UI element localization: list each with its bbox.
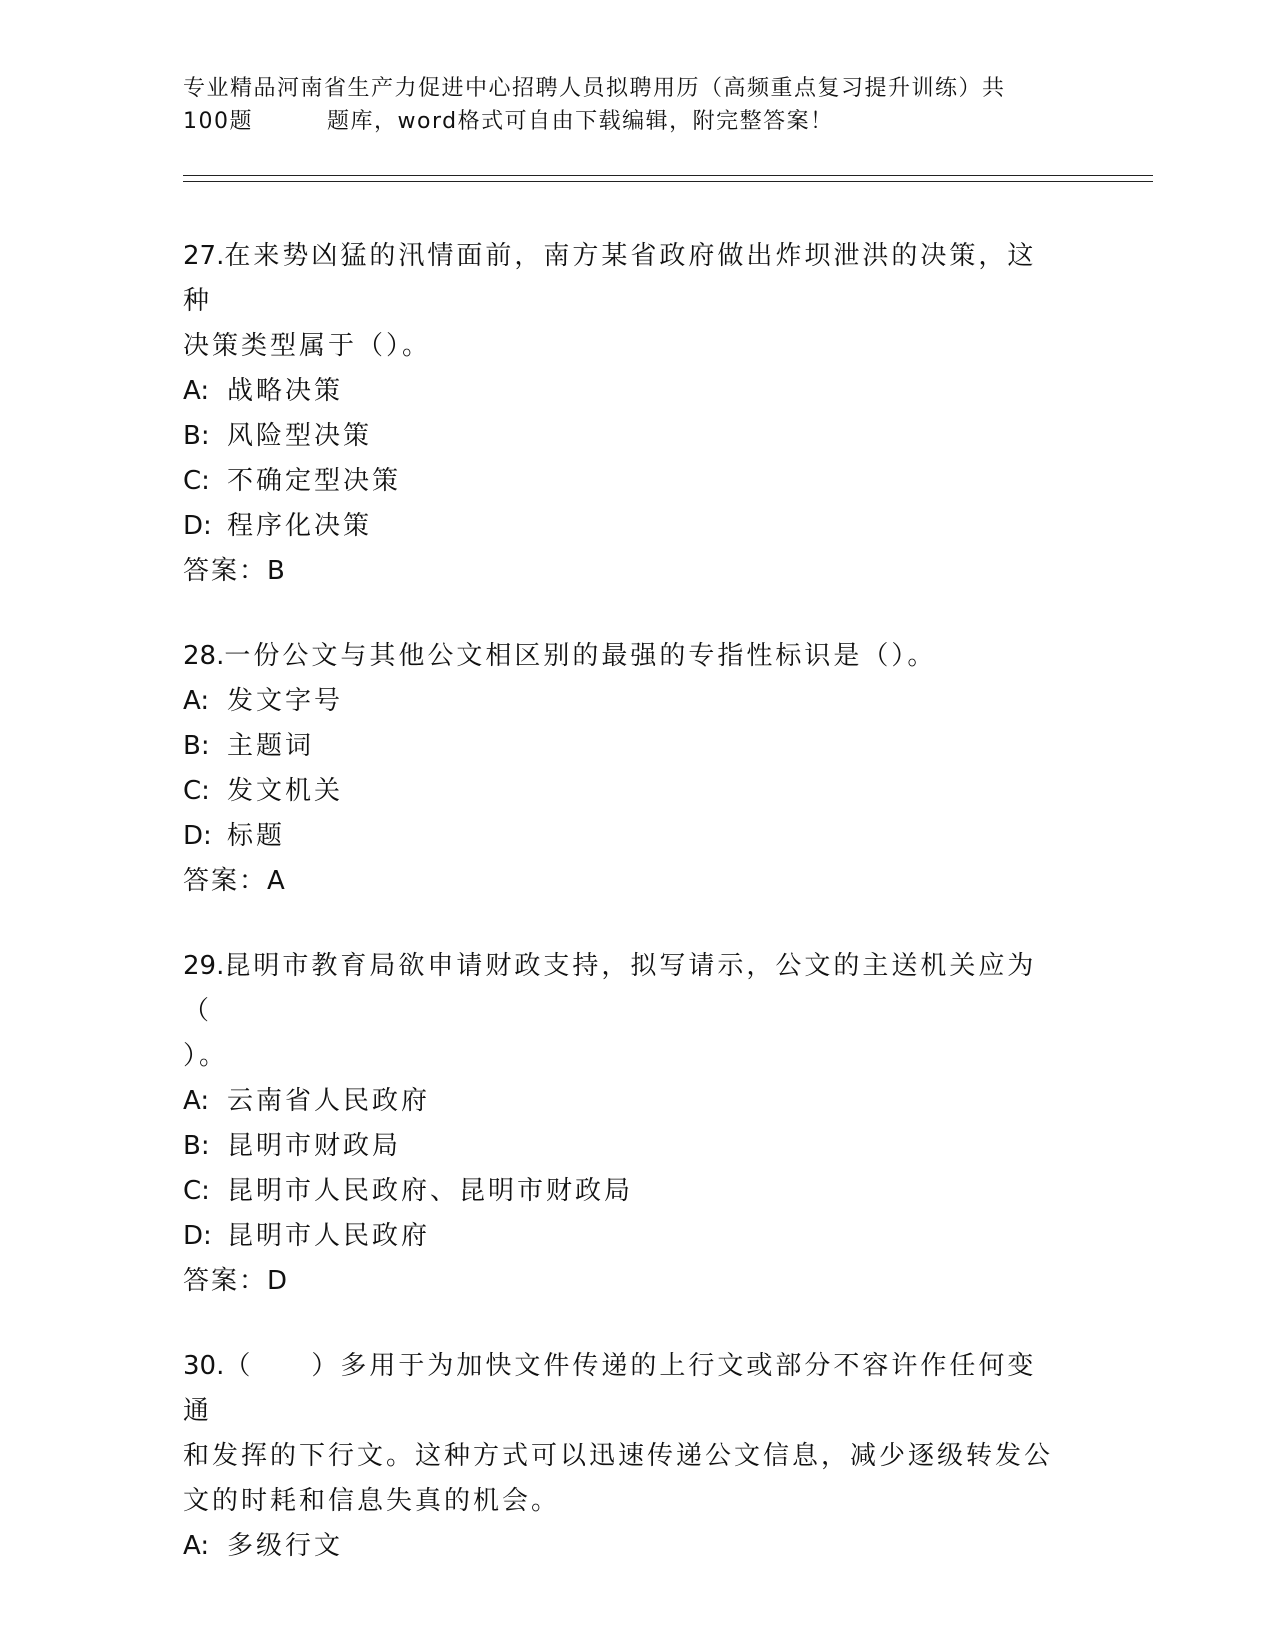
question-text: （ ）多用于为加快文件传递的上行文或部分不容许作任何变通 (183, 1351, 1037, 1426)
question-number: 28. (183, 641, 225, 671)
answer-line: 答案：A (183, 866, 287, 896)
question-stem-continued (183, 1479, 1063, 1524)
option-text: 风险型决策 (227, 421, 373, 451)
option-text: 发文字号 (227, 686, 344, 716)
answer-option (183, 1524, 1063, 1569)
question-stem (183, 944, 1063, 1034)
question-list (183, 234, 1063, 1609)
question-block (183, 944, 1063, 1304)
answer-option (183, 724, 1063, 769)
option-text: 主题词 (227, 731, 315, 761)
question-text: 文的时耗和信息失真的机会。 (183, 1486, 561, 1516)
answer-line: 答案：B (183, 556, 287, 586)
option-text: 昆明市财政局 (227, 1131, 402, 1161)
answer-option (183, 459, 1063, 504)
question-stem-continued (183, 324, 1063, 369)
option-key: A: (183, 1531, 210, 1561)
question-block (183, 634, 1063, 904)
question-block (183, 1344, 1063, 1569)
header-line-2 (183, 105, 1063, 138)
answer-option (183, 1214, 1063, 1259)
question-stem-continued (183, 1434, 1063, 1479)
question-stem (183, 234, 1063, 324)
option-key: C: (183, 1176, 210, 1206)
option-text: 程序化决策 (227, 511, 373, 541)
question-text: 一份公文与其他公文相区别的最强的专指性标识是（）。 (224, 641, 937, 671)
option-text: 发文机关 (227, 776, 344, 806)
option-key: B: (183, 1131, 210, 1161)
answer-option (183, 1124, 1063, 1169)
question-number: 30. (183, 1351, 225, 1381)
header-description: 题库，word格式可自由下载编辑，附完整答案！ (327, 109, 834, 134)
option-text: 昆明市人民政府 (227, 1221, 431, 1251)
question-number: 27. (183, 241, 225, 271)
option-text: 战略决策 (227, 376, 344, 406)
header-divider-bottom (183, 181, 1153, 182)
question-text: ）。 (183, 1041, 229, 1071)
answer-option (183, 679, 1063, 724)
option-key: D: (183, 821, 212, 851)
answer-option (183, 769, 1063, 814)
question-text: 昆明市教育局欲申请财政支持，拟写请示，公文的主送机关应为（ (183, 951, 1037, 1026)
question-stem (183, 1344, 1063, 1434)
option-text: 不确定型决策 (227, 466, 402, 496)
answer-option (183, 1079, 1063, 1124)
answer-option (183, 1169, 1063, 1214)
answer-option (183, 369, 1063, 414)
answer-line: 答案：D (183, 1266, 290, 1296)
option-key: C: (183, 466, 210, 496)
option-text: 标题 (227, 821, 286, 851)
question-text: 在来势凶猛的汛情面前，南方某省政府做出炸坝泄洪的决策，这种 (183, 241, 1037, 316)
option-key: B: (183, 421, 210, 451)
question-text: 决策类型属于（）。 (183, 331, 432, 361)
question-stem-continued (183, 1034, 1063, 1079)
option-key: C: (183, 776, 210, 806)
option-key: D: (183, 1221, 212, 1251)
option-key: A: (183, 686, 210, 716)
question-stem (183, 634, 1063, 679)
header-line-1: 专业精品河南省生产力促进中心招聘人员拟聘用历（高频重点复习提升训练）共 (183, 76, 1006, 101)
option-key: B: (183, 731, 210, 761)
option-text: 昆明市人民政府、昆明市财政局 (227, 1176, 634, 1206)
answer-option (183, 504, 1063, 549)
question-text: 和发挥的下行文。这种方式可以迅速传递公文信息，减少逐级转发公 (183, 1441, 1054, 1471)
option-key: D: (183, 511, 212, 541)
option-text: 云南省人民政府 (227, 1086, 431, 1116)
answer-option (183, 414, 1063, 459)
option-key: A: (183, 376, 210, 406)
option-key: A: (183, 1086, 210, 1116)
answer-option (183, 814, 1063, 859)
question-block (183, 234, 1063, 594)
question-number: 29. (183, 951, 225, 981)
document-header (183, 72, 1063, 138)
header-divider-top (183, 175, 1153, 176)
option-text: 多级行文 (227, 1531, 344, 1561)
header-count: 100题 (183, 109, 253, 134)
